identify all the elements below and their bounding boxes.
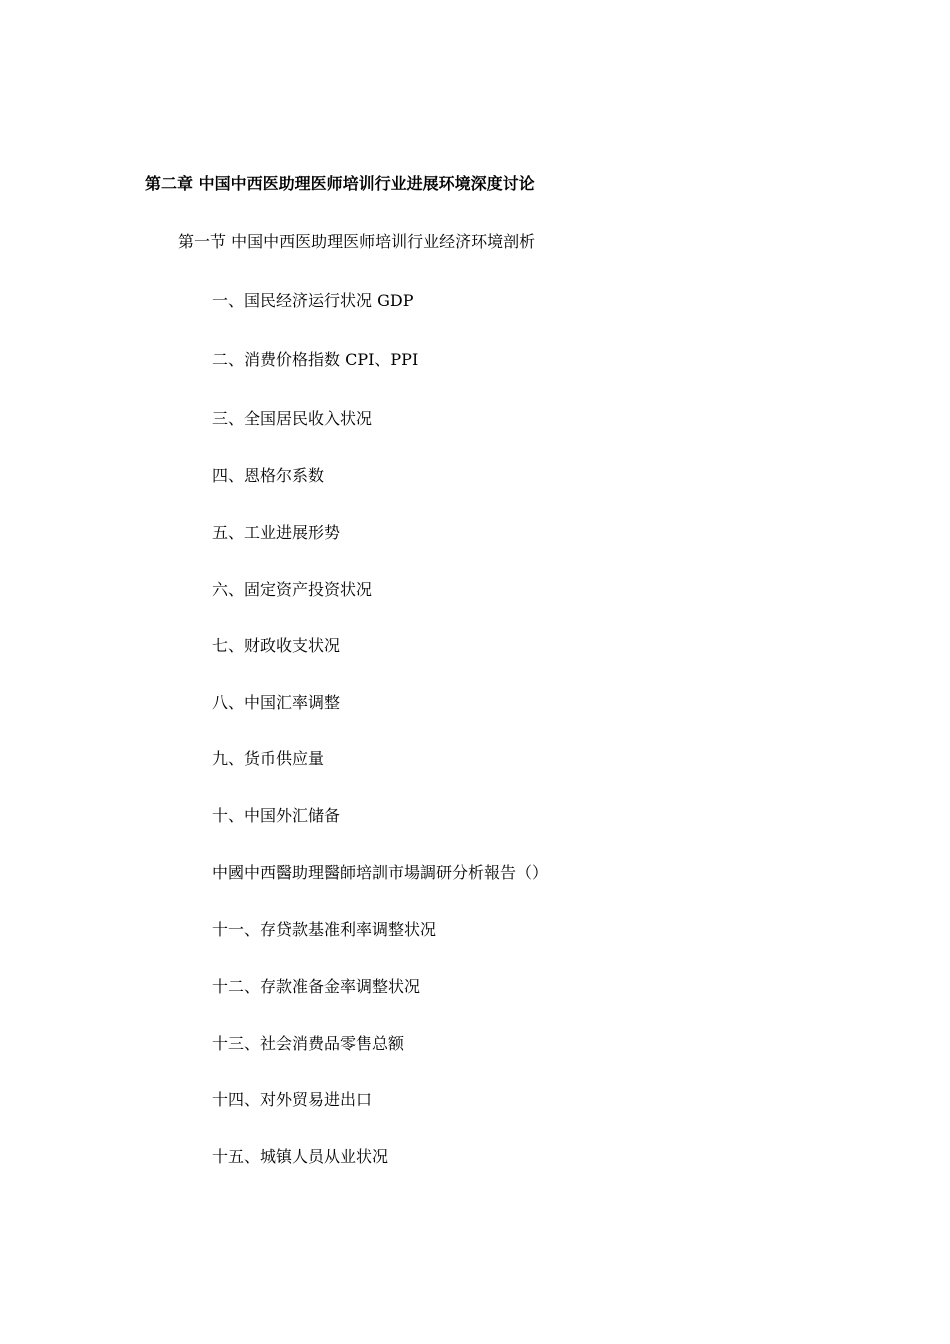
toc-item: 十四、对外贸易进出口 (212, 1090, 373, 1109)
toc-item: 三、全国居民收入状况 (212, 409, 373, 428)
toc-item: 一、国民经济运行状况 GDP (212, 291, 414, 310)
toc-item: 十、中国外汇储备 (212, 806, 341, 825)
toc-item: 九、货币供应量 (212, 749, 325, 768)
toc-item: 四、恩格尔系数 (212, 466, 325, 485)
toc-item: 八、中国汇率调整 (212, 693, 341, 712)
toc-item: 七、财政收支状况 (212, 636, 341, 655)
toc-item: 五、工业进展形势 (212, 523, 341, 542)
toc-item: 十二、存款准备金率调整状况 (212, 977, 421, 996)
toc-item: 十三、社会消费品零售总额 (212, 1034, 405, 1053)
toc-item: 六、固定资产投资状况 (212, 580, 373, 599)
toc-item: 十一、存贷款基准利率调整状况 (212, 920, 437, 939)
report-header-line: 中國中西醫助理醫師培訓市場調研分析報告（） (212, 863, 549, 882)
chapter-title: 第二章 中国中西医助理医师培训行业进展环境深度讨论 (145, 174, 535, 193)
toc-item: 二、消费价格指数 CPI、PPI (212, 350, 419, 369)
toc-item: 十五、城镇人员从业状况 (212, 1147, 389, 1166)
section-title: 第一节 中国中西医助理医师培训行业经济环境剖析 (178, 232, 536, 251)
